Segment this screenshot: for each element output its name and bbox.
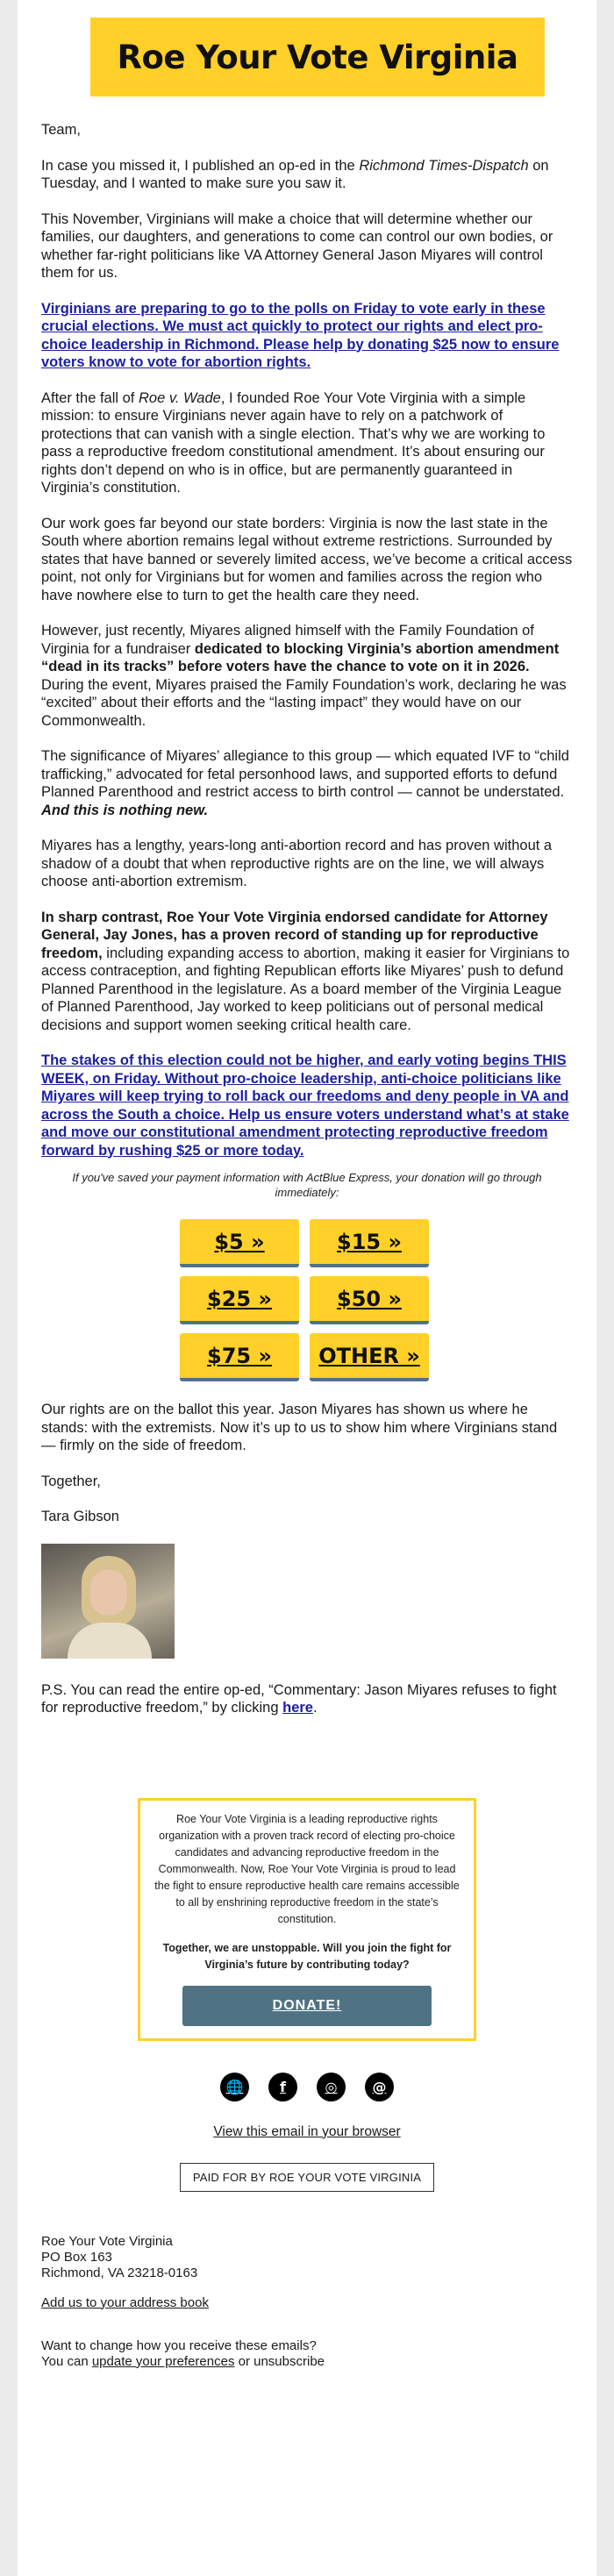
right-gutter — [596, 0, 614, 2576]
address-book-link[interactable]: Add us to your address book — [41, 2294, 209, 2310]
amount-button-75[interactable]: $75 » — [180, 1333, 299, 1381]
about-ask: Together, we are unstoppable. Will you join the fight for Virginia’s future by contributing today? — [162, 1941, 452, 1971]
address-book — [41, 2295, 573, 2310]
paragraph-record: Miyares has a lengthy, years-long anti-abortion record and has proven without a shadow of a doubt that when reproductive rights are on the line, we will always choose anti-abortion extremism. — [41, 838, 553, 889]
banner-title: Roe Your Vote Virginia — [117, 38, 518, 76]
email-preferences — [41, 2338, 573, 2370]
email-body — [41, 0, 573, 2370]
view-in-browser — [41, 2124, 573, 2140]
update-preferences-link[interactable]: update your preferences — [91, 2353, 235, 2369]
left-gutter — [0, 0, 18, 2576]
about-box — [138, 1798, 476, 2041]
view-in-browser-link[interactable]: View this email in your browser — [213, 2123, 401, 2139]
header-banner — [90, 18, 545, 96]
donation-amounts — [180, 1219, 429, 1381]
signoff: Together, — [41, 1473, 101, 1489]
paragraph-contrast: In sharp contrast, Roe Your Vote Virginia endorsed candidate for Attorney General, Jay Jones, has a proven record of standing up for reproductive freedom, including expanding access to abortion, making it easier for Virginians to access contraception, and fighting Republican efforts like Miyares’ push to defund Planned Parenthood in the legislature. As a board member of the Virginia League of Planned Parenthood, Jay worked to keep politicians out of personal medical decisions and support women seeking critical health care. — [41, 909, 570, 1033]
cta-paragraph-1 — [41, 300, 573, 372]
amount-button-50[interactable]: $50 » — [310, 1276, 429, 1324]
donate-button[interactable]: DONATE! — [182, 1986, 432, 2026]
address-line-org: Roe Your Vote Virginia — [41, 2233, 173, 2249]
amount-button-25[interactable]: $25 » — [180, 1276, 299, 1324]
prefs-line: You can update your preferences or unsubscribe — [41, 2353, 325, 2369]
threads-icon[interactable]: @ — [365, 2073, 394, 2101]
donate-link-2[interactable]: The stakes of this election could not be higher, and early voting begins THIS WEEK, on Friday. Without pro-choice leadership, anti-choice politicians like Miyares will keep trying to roll back our freedoms and deny people in VA and across the South a choice. Help us ensure voters understand what’s at stake and move our constitutional amendment protecting reproductive freedom forward by rushing $25 or more today. — [41, 1053, 569, 1159]
facebook-icon[interactable]: f — [268, 2073, 297, 2101]
address-line-box: PO Box 163 — [41, 2249, 112, 2265]
website-icon[interactable]: 🌐 — [220, 2073, 249, 2101]
paragraph-choice: This November, Virginians will make a choice that will determine whether our families, our daughters, and generations to come can control our own bodies, or whether far-right politicians like VA Attorney General Jason Miyares will control them for us. — [41, 211, 553, 281]
author-photo — [41, 1544, 175, 1659]
social-links — [41, 2073, 573, 2101]
donate-link-1[interactable]: Virginians are preparing to go to the polls on Friday to vote early in these crucial elections. We must act quickly to protect our rights and elect pro-choice leadership in Richmond. Please help by donating $25 now to ensure voters know to vote for abortion rights. — [41, 300, 560, 370]
postscript: P.S. You can read the entire op-ed, “Commentary: Jason Miyares refuses to fight for reproductive freedom,” by clicking here. — [41, 1681, 557, 1716]
paragraph-ballot: Our rights are on the ballot this year. Jason Miyares has shown us where he stands: with the extremists. Now it’s up to us to show him where Virginians stand — firmly on the side of freedom. — [41, 1402, 558, 1453]
paragraph-fundraiser: However, just recently, Miyares aligned himself with the Family Foundation of Virginia for a fundraiser dedicated to blocking Virginia’s abortion amendment “dead in its tracks” before voters have the chance to vote on it in 2026. During the event, Miyares praised the Family Foundation’s work, declaring he was “excited” about their efforts and the “lasting impact” they would have on our Commonwealth. — [41, 623, 567, 729]
paragraph-mission: After the fall of Roe v. Wade, I founded Roe Your Vote Virginia with a simple mission: to ensure Virginians never again have to rely on a patchwork of protections that can vanish with a single election. That’s why we are working to pass a reproductive freedom constitutional amendment. It’s about ensuring our rights don’t depend on who is in office, but are permanently guaranteed in Virginia’s constitution. — [41, 389, 546, 496]
cta-paragraph-2 — [41, 1052, 573, 1160]
prefs-question: Want to change how you receive these emails? — [41, 2337, 317, 2353]
about-text: Roe Your Vote Virginia is a leading reproductive rights organization with a proven track record of electing pro-choice candidates and advancing reproductive freedom in the Commonwealth. Now, Roe Your Vote Virginia is proud to lead the fight to ensure reproductive health care remains accessible to all by enshrining reproductive freedom in the state’s constitution. — [154, 1812, 460, 1925]
amount-button-15[interactable]: $15 » — [310, 1219, 429, 1267]
greeting: Team, — [41, 122, 81, 138]
address-line-city: Richmond, VA 23218-0163 — [41, 2265, 198, 2280]
amount-button-5[interactable]: $5 » — [180, 1219, 299, 1267]
op-ed-link[interactable]: here — [282, 1700, 313, 1716]
paid-for-disclaimer: PAID FOR BY ROE YOUR VOTE VIRGINIA — [180, 2163, 434, 2192]
amount-button-other[interactable]: OTHER » — [310, 1333, 429, 1381]
paragraph-op-ed: In case you missed it, I published an op-ed in the Richmond Times-Dispatch on Tuesday, and I wanted to make sure you saw it. — [41, 157, 549, 191]
signature: Tara Gibson — [41, 1509, 119, 1524]
actblue-express-note: If you've saved your payment information with ActBlue Express, your donation will go through immediately: — [72, 1171, 542, 1199]
mailing-address — [41, 2234, 573, 2281]
instagram-icon[interactable]: ◎ — [317, 2073, 346, 2101]
paragraph-borders: Our work goes far beyond our state borders: Virginia is now the last state in the South where abortion remains legal without extreme restrictions. Surrounded by states that have banned or severely limited access, we’ve become a critical access point, not only for Virginians but for women and families across the region who have nowhere else to turn to get the health care they need. — [41, 515, 573, 603]
paragraph-significance: The significance of Miyares’ allegiance to this group — which equated IVF to “child trafficking,” advocated for fetal personhood laws, and supported efforts to defund Planned Parenthood and restrict access to birth control — cannot be understated. And this is nothing new. — [41, 748, 569, 818]
